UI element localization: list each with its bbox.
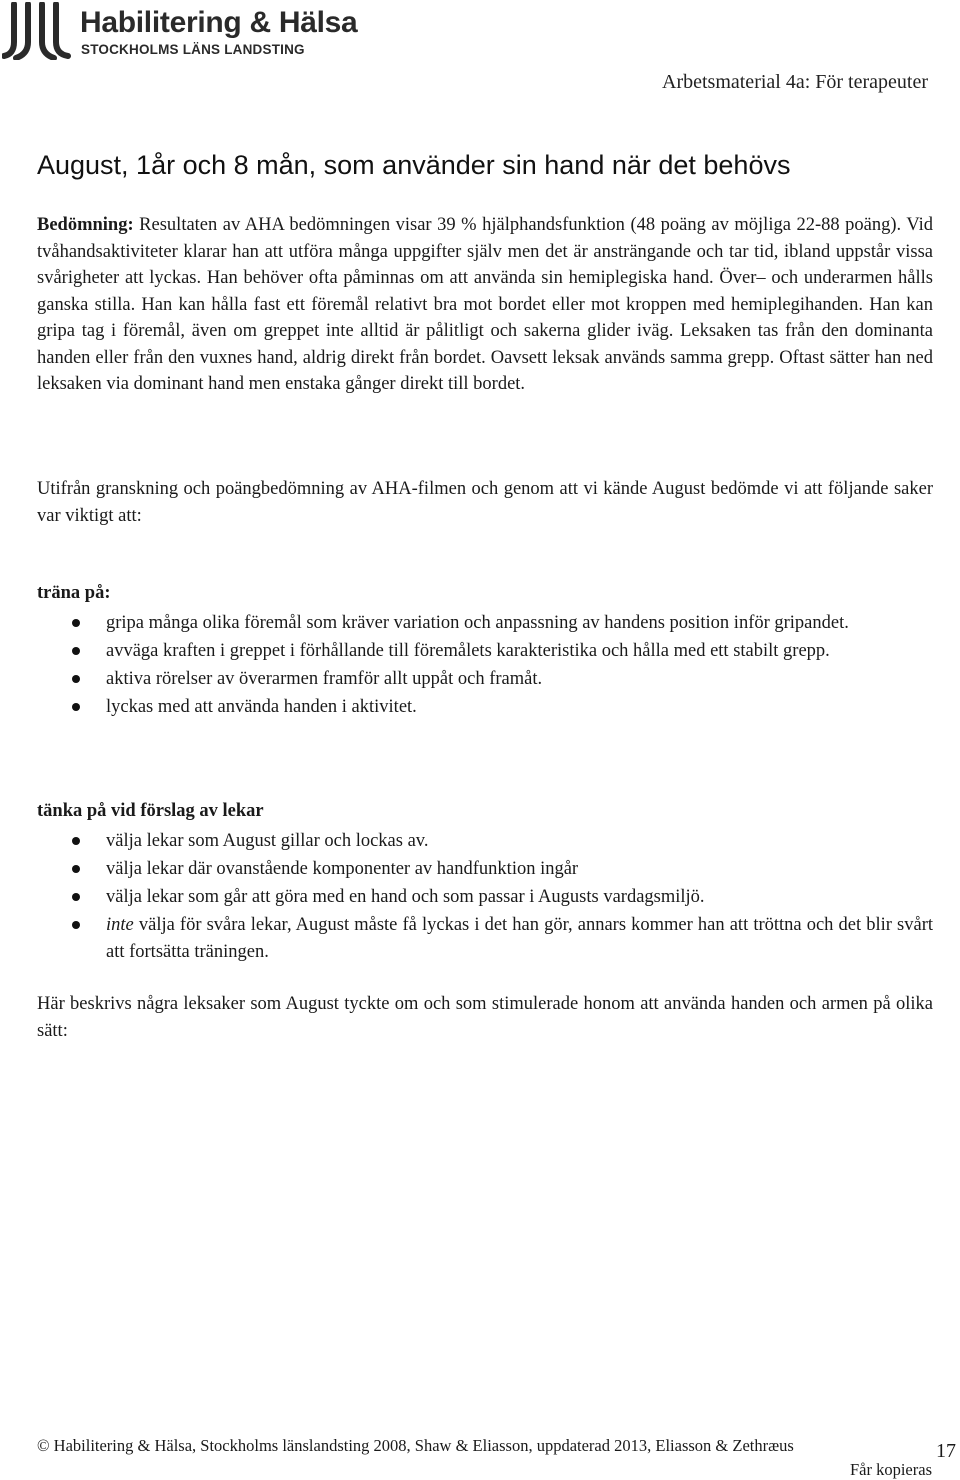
list-item: gripa många olika föremål som kräver variation och anpassning av handens position inför gripandet. (37, 610, 933, 637)
assessment-paragraph (37, 212, 933, 398)
games-heading: tänka på vid förslag av lekar (37, 801, 264, 821)
list-item: välja lekar som går att göra med en hand och som passar i Augusts vardagsmiljö. (37, 884, 933, 911)
bullet-icon (72, 675, 80, 683)
train-heading: träna på: (37, 583, 111, 603)
games-list (37, 828, 933, 967)
footer-copy-note: Får kopieras (849, 1460, 932, 1479)
org-subtitle: STOCKHOLMS LÄNS LANDSTING (81, 42, 305, 57)
train-list (37, 610, 933, 722)
intro-paragraph: Utifrån granskning och poängbedömning av AHA-filmen och genom att vi kände August bedömde vi att följande saker var viktigt att: (37, 479, 933, 526)
list-item: inte välja för svåra lekar, August måste få lyckas i det han gör, annars kommer han att tröttna och det blir svårt att fortsätta träningen. (37, 912, 933, 965)
bullet-icon (72, 921, 80, 929)
closing-paragraph: Här beskrivs några leksaker som August tyckte om och som stimulerade honom att använda handen och armen på olika sätt: (37, 994, 933, 1041)
page-number: 17 (936, 1440, 956, 1462)
assessment-label: Bedömning: (37, 215, 134, 235)
bullet-icon (72, 647, 80, 655)
list-item: aktiva rörelser av överarmen framför allt uppåt och framåt. (37, 666, 933, 693)
list-item: avväga kraften i greppet i förhållande till föremålets karakteristika och hålla med ett stabilt grepp. (37, 638, 933, 665)
org-name: Habilitering & Hälsa (80, 6, 358, 39)
org-logo (2, 2, 382, 60)
assessment-text: Resultaten av AHA bedömningen visar 39 % hjälphandsfunktion (48 poäng av möjliga 22-88 poäng). Vid tvåhandsaktiviteter klarar han att utföra många uppgifter själv men det är ansträngande och tar tid, ibland uppstår vissa svårigheter att lyckas. Han behöver ofta påminnas om att använda sin hemiplegiska hand. Över– och underarmen hålls ganska stilla. Han kan hålla fast ett föremål relativt bra mot bordet eller mot kroppen med hemiplegihanden. Han kan gripa tag i föremål, även om greppet inte alltid är pålitligt och sakerna glider iväg. Leksaken tas från den dominanta handen eller från den vuxnes hand, aldrig direkt från bordet. Oavsett leksak används samma grepp. Oftast sätter han ned leksaken via dominant hand men enstaka gånger direkt till bordet. (37, 215, 933, 394)
bullet-icon (72, 619, 80, 627)
bullet-icon (72, 837, 80, 845)
list-item: välja lekar där ovanstående komponenter av handfunktion ingår (37, 856, 933, 883)
bullet-icon (72, 865, 80, 873)
bullet-icon (72, 703, 80, 711)
footer-copyright: © Habilitering & Hälsa, Stockholms länslandsting 2008, Shaw & Eliasson, uppdaterad 2013, Eliasson & Zethræus (37, 1436, 794, 1455)
material-label: Arbetsmaterial 4a: För terapeuter (662, 71, 928, 93)
emphasis-text: inte (106, 915, 134, 935)
list-item: lyckas med att använda handen i aktivitet. (37, 694, 933, 721)
list-item: välja lekar som August gillar och lockas av. (37, 828, 933, 855)
logo-mark-icon (2, 2, 74, 60)
bullet-icon (72, 893, 80, 901)
page-title: August, 1år och 8 mån, som använder sin hand när det behövs (37, 150, 791, 180)
